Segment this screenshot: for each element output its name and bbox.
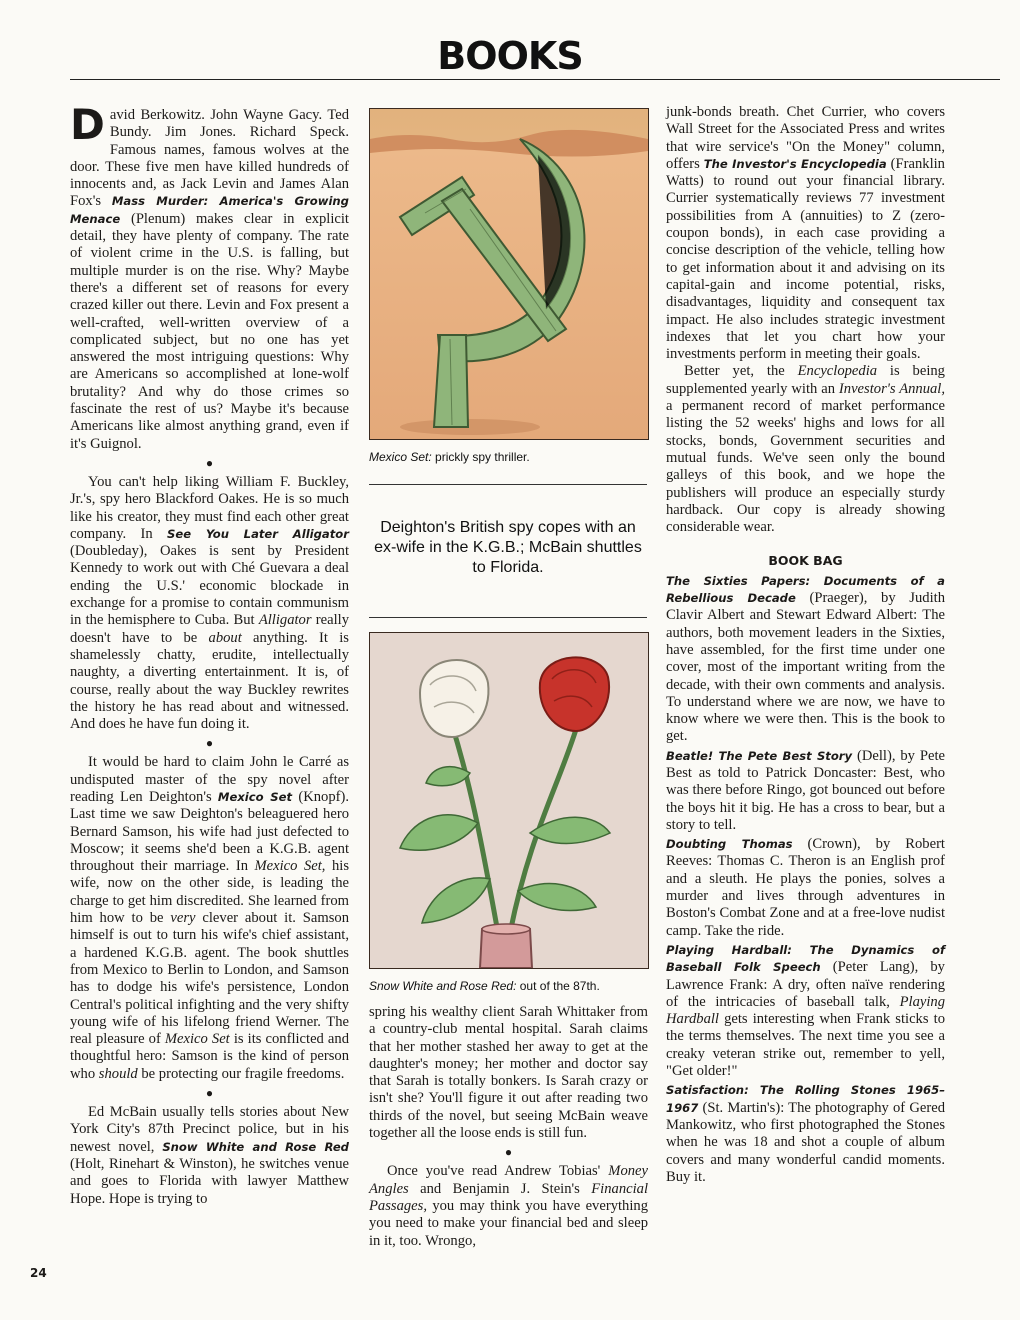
text: (Praeger), by Judith Clavir Albert and Stewart Edward Albert: The authors, both movement leaders in the Sixties, have assembled, for the first time under one cover, most of the important writing from the decade, with their own comments and analysis. To understand where we are now, we have to know where we were then. This is the book to get. xyxy=(666,590,945,745)
column-1 xyxy=(70,100,350,1208)
text: Better yet, the xyxy=(684,363,798,380)
drop-cap: D xyxy=(70,100,105,149)
illustration-snow-white xyxy=(369,632,649,969)
text: (Holt, Rinehart & Winston), he switches venue and goes to Florida with lawyer Matthew Hope. Hope is trying to xyxy=(70,1155,349,1207)
review-mass-murder xyxy=(70,100,349,453)
caption-text: prickly spy thriller. xyxy=(431,450,530,464)
book-bag-item xyxy=(666,942,945,1080)
text: It would be hard to claim John le Carré as undisputed master of the spy novel after reading Len Deighton's xyxy=(70,754,349,805)
bullet-separator: ● xyxy=(205,736,214,751)
text: Ed McBain usually tells stories about New York City's 87th Precinct police, but in his newest novel, xyxy=(70,1104,349,1155)
text: junk-bonds breath. Chet Currier, who covers Wall Street for the Associated Press and writes that wire service's "On the Money" column, offers xyxy=(666,104,945,172)
review-investors-annual xyxy=(666,363,945,536)
text: You can't help liking William F. Buckley, Jr.'s, spy hero Blackford Oakes. He is so much like his creator, they must find each other great company. In xyxy=(70,473,349,542)
italic-text: Alligator xyxy=(258,612,312,629)
bullet-separator: ● xyxy=(205,1086,214,1101)
illustration-mexico-set xyxy=(369,108,649,440)
italic-text: Money Angles xyxy=(369,1163,648,1197)
text: clever about it. Samson himself is out to turn his wife's chief assistant, a hardened K.G.B. agent. The book shuttles from Mexico to Berlin to London, and Samson has to dodge his wife's persistence, London Central's political infighting and the very shifty young wife of his lifelong friend Werner. The real pleasure of xyxy=(70,910,350,1048)
column-2 xyxy=(369,1004,648,1250)
text: (Plenum) makes clear in explicit detail, they have plenty of company. The rate of violent crime in the U.S. is falling, but multiple murder is on the rise. Why? Maybe there's a different set of reasons for every crazed killer out there. Levin and Fox present a well-crafted, well-written overview of a complicated subject, but no one has yet answered the most intriguing questions: Why are Americans so accomplished at lone-wolf brutality? And why do those crimes so fascinate the rest of us? Maybe it's because Americans like almost anything grand, even if it's Guignol. xyxy=(70,210,349,452)
book-title: Doubting Thomas xyxy=(666,837,793,852)
cactus-hammer-sickle-icon xyxy=(370,109,648,439)
italic-text: very xyxy=(170,910,196,927)
italic-text: about xyxy=(208,629,242,646)
book-title: See You Later Alligator xyxy=(167,526,349,541)
text: anything. It is shamelessly chatty, erudite, intellectually naughty, a diverting entertainment. It is, of course, really about the way Buckley rewrites the history he has read about and witnessed. And does he have fun doing it. xyxy=(70,629,349,733)
text: a permanent record of market performance listing the 52 weeks' highs and lows for all stocks, bonds, Government securities and mutual funds. We've seen only the bound galleys of this book, and we hope the publishers will produce an especially sturdy hardback. Our copy is already showing considerable wear. xyxy=(666,398,945,536)
book-bag-item xyxy=(666,836,945,940)
book-title: Satisfaction: The Rolling Stones 1965–1967 xyxy=(666,1083,945,1115)
text: avid Berkowitz. John Wayne Gacy. Ted Bundy. Jim Jones. Richard Speck. Famous names, famous wolves at the door. These five men have killed hundreds of innocents and, as Jack Levin and James Alan Fox's xyxy=(70,107,349,210)
caption-mexico-set xyxy=(369,450,659,464)
caption-title: Mexico Set: xyxy=(369,450,432,464)
page-number: 24 xyxy=(30,1266,47,1280)
header-rule xyxy=(70,79,1000,80)
review-snow-white-continued: spring his wealthy client Sarah Whittaker from a country-club mental hospital. Sarah claims that her mother stashed her away to get at the daughter's money; her mother and doctor say that Sarah is totally bonkers. Is Sarah crazy or isn't she? You'll figure it out after reading two thirds of the novel, but seeing McBain weave together all the loose ends is still fun. xyxy=(369,1004,648,1142)
review-snow-white-rose-red xyxy=(70,1104,349,1208)
caption-text: out of the 87th. xyxy=(516,979,600,993)
white-and-red-rose-icon xyxy=(370,633,648,968)
review-investors-encyclopedia xyxy=(666,104,945,363)
book-bag-list xyxy=(666,573,945,1186)
book-bag-heading: BOOK BAG xyxy=(768,553,843,569)
text: really doesn't have to be xyxy=(70,612,349,646)
italic-text: Investor's Annual, xyxy=(838,380,946,397)
column-3 xyxy=(666,104,945,1188)
text: Once you've read Andrew Tobias' xyxy=(387,1163,609,1180)
book-bag-item xyxy=(666,748,945,834)
caption-title: Snow White and Rose Red: xyxy=(369,979,517,993)
pull-quote: Deighton's British spy copes with an ex-wife in the K.G.B.; McBain shuttles to Florida. xyxy=(374,519,642,576)
italic-text: Financial Passages, xyxy=(369,1180,648,1214)
pullquote-rule-top xyxy=(369,484,647,485)
page-title: BOOKS xyxy=(437,34,583,78)
text: (Crown), by Robert Reeves: Thomas C. Theron is an English prof and a sleuth. He plays the ponies, solves a murder and lives through adventures in Boston's Combat Zone and at a free-love nudist camp. Take the ride. xyxy=(666,836,945,939)
caption-snow-white xyxy=(369,979,659,993)
bullet-separator: ● xyxy=(504,1145,513,1160)
text: be protecting our fragile freedoms. xyxy=(137,1065,345,1082)
text: is being supplemented yearly with an xyxy=(666,363,945,397)
book-bag-item xyxy=(666,1082,945,1186)
text: is its conflicted and thoughtful hero: Samson is the kind of person who xyxy=(70,1031,350,1082)
pullquote-rule-bottom xyxy=(369,617,647,618)
text: (Knopf). Last time we saw Deighton's beleaguered hero Bernard Samson, his wife had just defected to Moscow; it seems she'd been a K.G.B. agent throughout their marriage. In xyxy=(70,788,349,875)
text: and Benjamin J. Stein's xyxy=(408,1180,592,1197)
text: his wife, now on the other side, is leading the charge to get him discredited. She learned from him how to be xyxy=(70,858,349,927)
book-bag-item xyxy=(666,573,945,746)
italic-text: Encyclopedia xyxy=(797,363,878,380)
book-title: Mexico Set xyxy=(217,789,293,804)
italic-text: should xyxy=(98,1065,138,1082)
text: (Doubleday), Oakes is sent by President Kennedy to work out with Ché Guevara a deal ending the U.S.' economic blockade in exchange for a promise to contain communism in the hemisphere to Cuba. But xyxy=(70,543,349,629)
review-money-intro xyxy=(369,1163,648,1249)
review-mexico-set xyxy=(70,754,349,1083)
book-title: Mass Murder: America's Growing Menace xyxy=(70,194,349,226)
text: (St. Martin's): The photography of Gered Mankowitz, who first photographed the Stones when he was 18 and shot a couple of album covers and many wonderful candid moments. Buy it. xyxy=(666,1099,945,1185)
text: (Dell), by Pete Best as told to Patrick Doncaster: Best, who was there before Ringo, got bounced out before the boys hit it big. He has a cross to bear, but a story to tell. xyxy=(666,747,945,833)
text: gets interesting when Frank sticks to the terms themselves. The next time you see a creaky veteran strike out, remember to yell, "Get older!" xyxy=(666,1011,945,1080)
bullet-separator: ● xyxy=(205,455,214,470)
book-title: Beatle! The Pete Best Story xyxy=(666,748,853,763)
book-title: The Investor's Encyclopedia xyxy=(703,156,887,171)
book-title: Snow White and Rose Red xyxy=(162,1139,349,1154)
text: (Peter Lang), by Lawrence Frank: A dry, often naïve rendering of the intricacies of baseball talk, xyxy=(666,959,945,1010)
italic-text: Mexico Set xyxy=(164,1031,230,1048)
text: (Franklin Watts) to round out your financial library. Currier systematically reviews 77 investment possibilities from A (annuities) to Z (zero-coupon bonds), in each case providing a concise description of the vehicle, telling how to get information about it and advising on its capital-gain and income potential, risks, disadvantages, liquidity and consequent tax impact. He also includes strategic investment indexes that let you chart how your investments perform in meeting their goals. xyxy=(666,155,945,363)
italic-text: Playing Hardball xyxy=(666,993,945,1028)
text: you may think you have everything you need to make your financial bed and sleep in it, too. Wrongo, xyxy=(369,1197,648,1249)
book-title: The Sixties Papers: Documents of a Rebellious Decade xyxy=(666,573,945,606)
review-see-you-later-alligator xyxy=(70,474,349,733)
book-title: Playing Hardball: The Dynamics of Baseball Folk Speech xyxy=(666,942,945,975)
italic-text: Mexico Set, xyxy=(254,858,326,875)
